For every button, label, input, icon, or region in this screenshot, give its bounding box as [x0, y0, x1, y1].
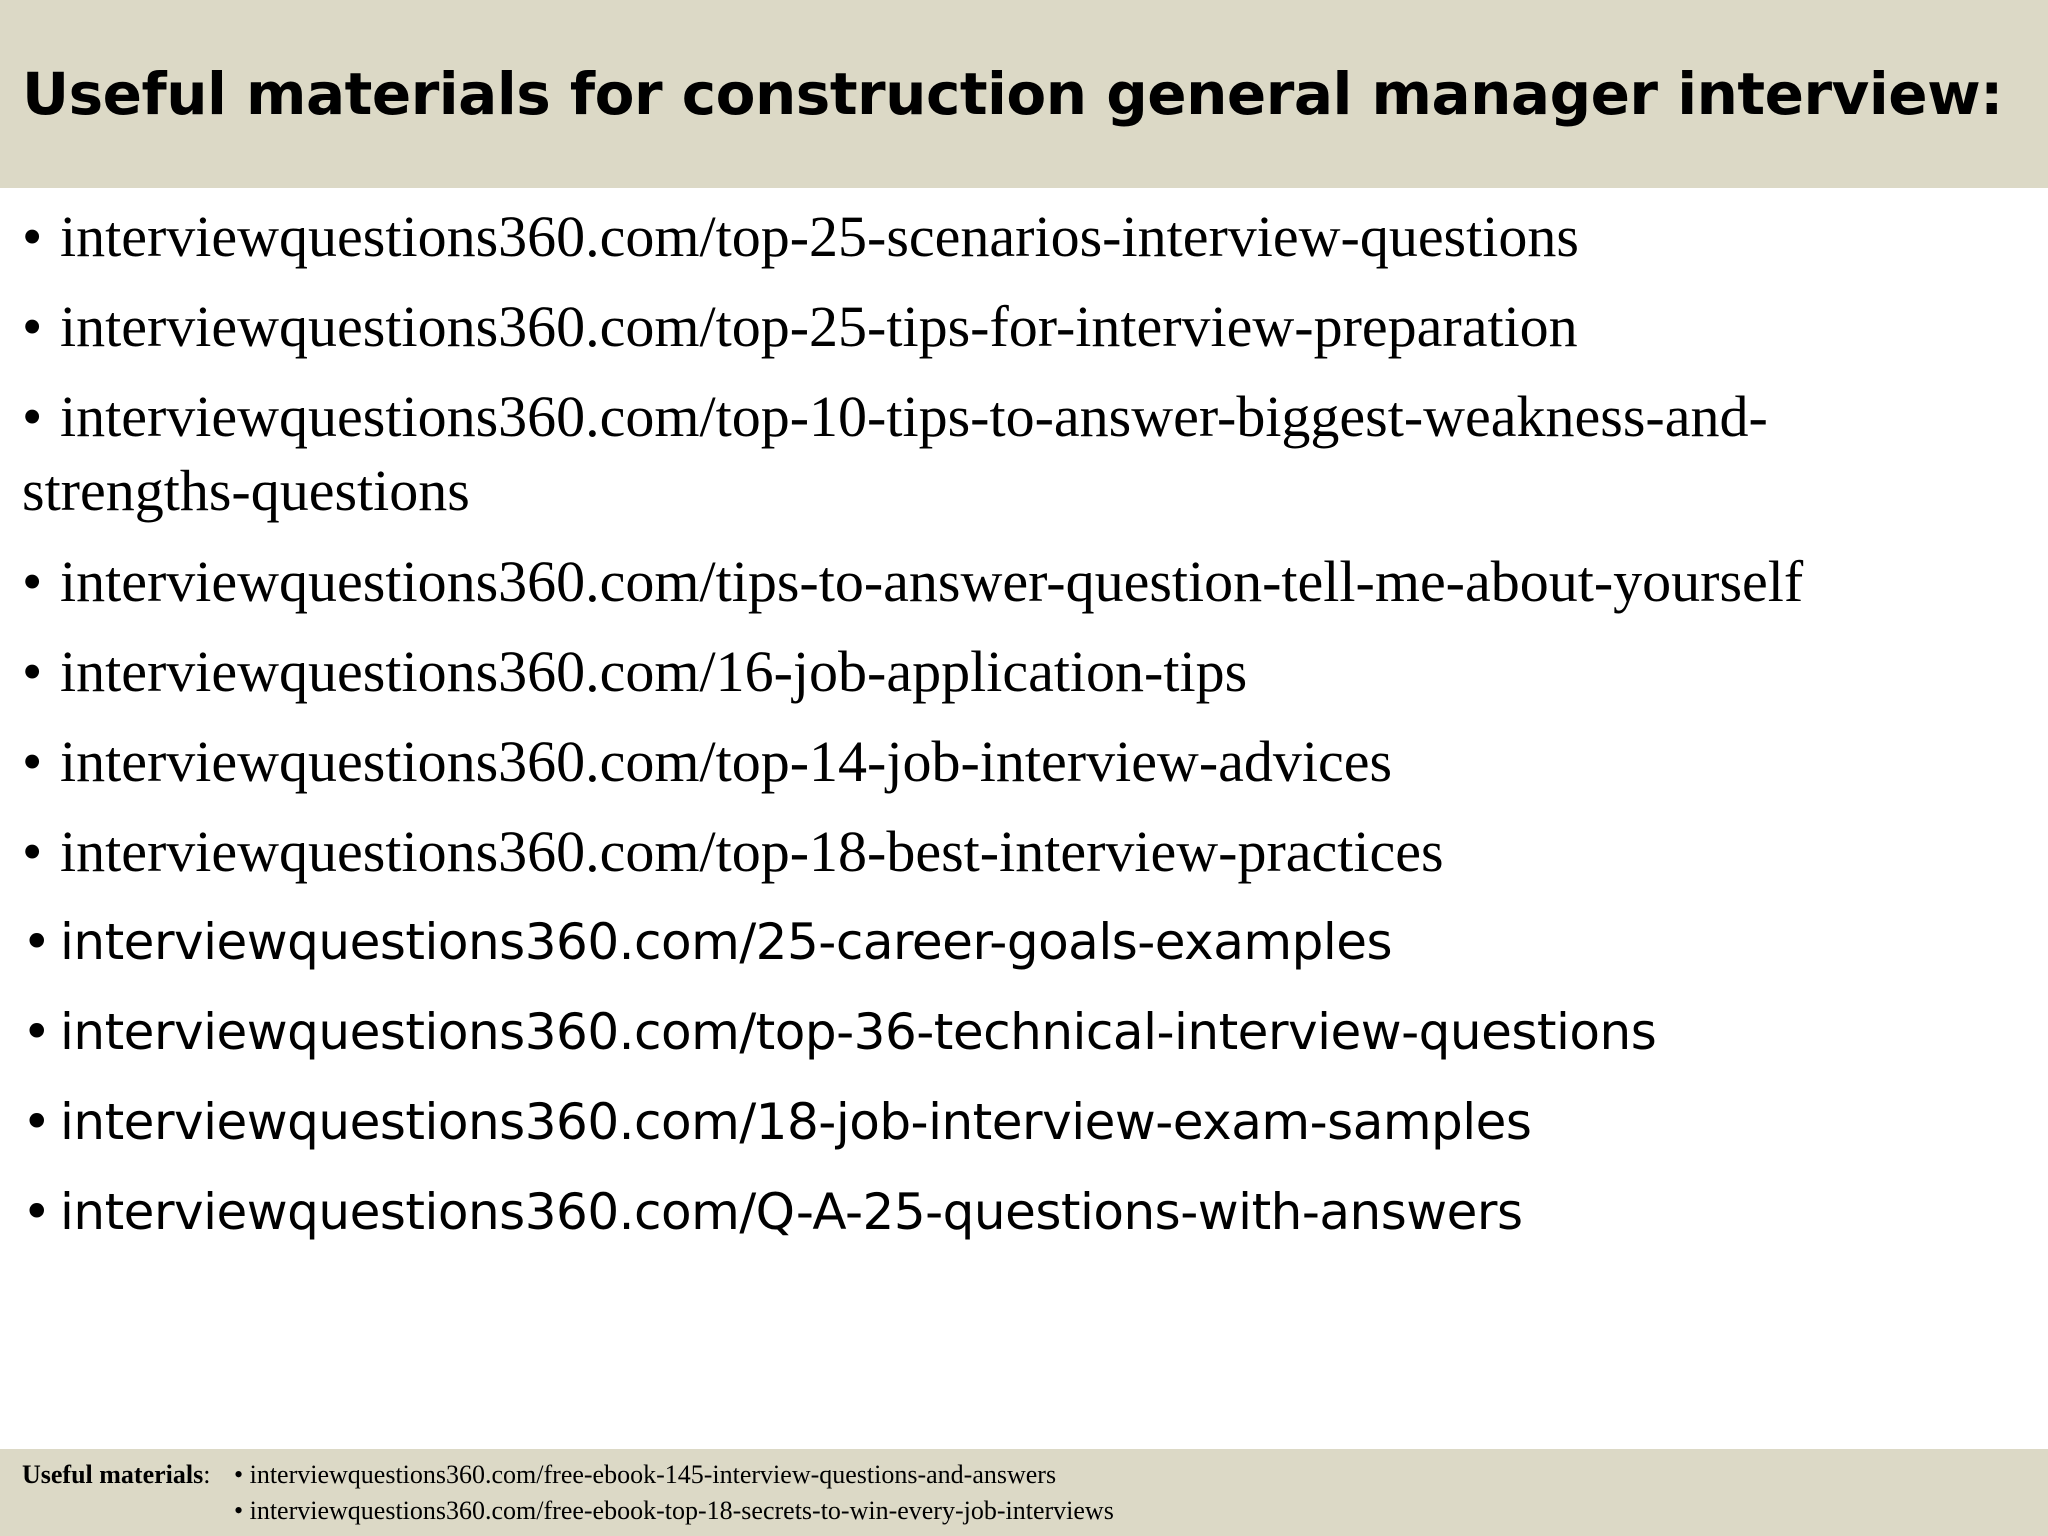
list-item [22, 905, 2022, 979]
list-item [22, 290, 2022, 364]
bullet-icon: • [22, 819, 43, 884]
bullet-icon: • [22, 1093, 51, 1151]
link-job-application-tips[interactable]: interviewquestions360.com/16-job-application-tips [60, 639, 1248, 704]
list-item [22, 815, 2022, 889]
link-scenarios-questions[interactable]: interviewquestions360.com/top-25-scenarios-interview-questions [60, 204, 1579, 269]
list-item [22, 995, 2022, 1069]
link-tell-me-about-yourself[interactable]: interviewquestions360.com/tips-to-answer-question-tell-me-about-yourself [60, 549, 1804, 614]
slide-footer [0, 1449, 2048, 1536]
link-exam-samples[interactable]: interviewquestions360.com/18-job-interview-exam-samples [60, 1093, 1532, 1151]
bullet-icon: • [22, 1003, 51, 1061]
list-item [22, 380, 1922, 528]
footer-label: Useful materials: [22, 1460, 211, 1489]
bullet-icon: • [22, 294, 43, 359]
list-item [22, 200, 2022, 274]
list-item [22, 725, 2022, 799]
footer-link-ebook-secrets[interactable]: • interviewquestions360.com/free-ebook-top-18-secrets-to-win-every-job-interviews [234, 1496, 1114, 1525]
link-weakness-strengths[interactable]: interviewquestions360.com/top-10-tips-to-answer-biggest-weakness-and-strengths-questions [22, 384, 1768, 523]
footer-link-ebook-145[interactable]: • interviewquestions360.com/free-ebook-145-interview-questions-and-answers [234, 1460, 1057, 1489]
page-title: Useful materials for construction general manager interview: [22, 60, 2003, 128]
link-interview-preparation[interactable]: interviewquestions360.com/top-25-tips-for-interview-preparation [60, 294, 1578, 359]
list-item [22, 545, 2022, 619]
link-career-goals[interactable]: interviewquestions360.com/25-career-goals-examples [60, 913, 1393, 971]
bullet-icon: • [22, 204, 43, 269]
link-job-interview-advices[interactable]: interviewquestions360.com/top-14-job-interview-advices [60, 729, 1393, 794]
link-interview-practices[interactable]: interviewquestions360.com/top-18-best-interview-practices [60, 819, 1444, 884]
slide-header [0, 0, 2048, 188]
link-technical-questions[interactable]: interviewquestions360.com/top-36-technical-interview-questions [60, 1003, 1657, 1061]
bullet-icon: • [22, 1183, 51, 1241]
list-item [22, 1175, 2022, 1249]
bullet-icon: • [22, 913, 51, 971]
list-item [22, 635, 2022, 709]
link-questions-with-answers[interactable]: interviewquestions360.com/Q-A-25-questions-with-answers [60, 1183, 1523, 1241]
bullet-icon: • [22, 549, 43, 614]
bullet-icon: • [22, 729, 43, 794]
list-item [22, 1085, 2022, 1159]
bullet-icon: • [22, 384, 43, 449]
bullet-icon: • [22, 639, 43, 704]
